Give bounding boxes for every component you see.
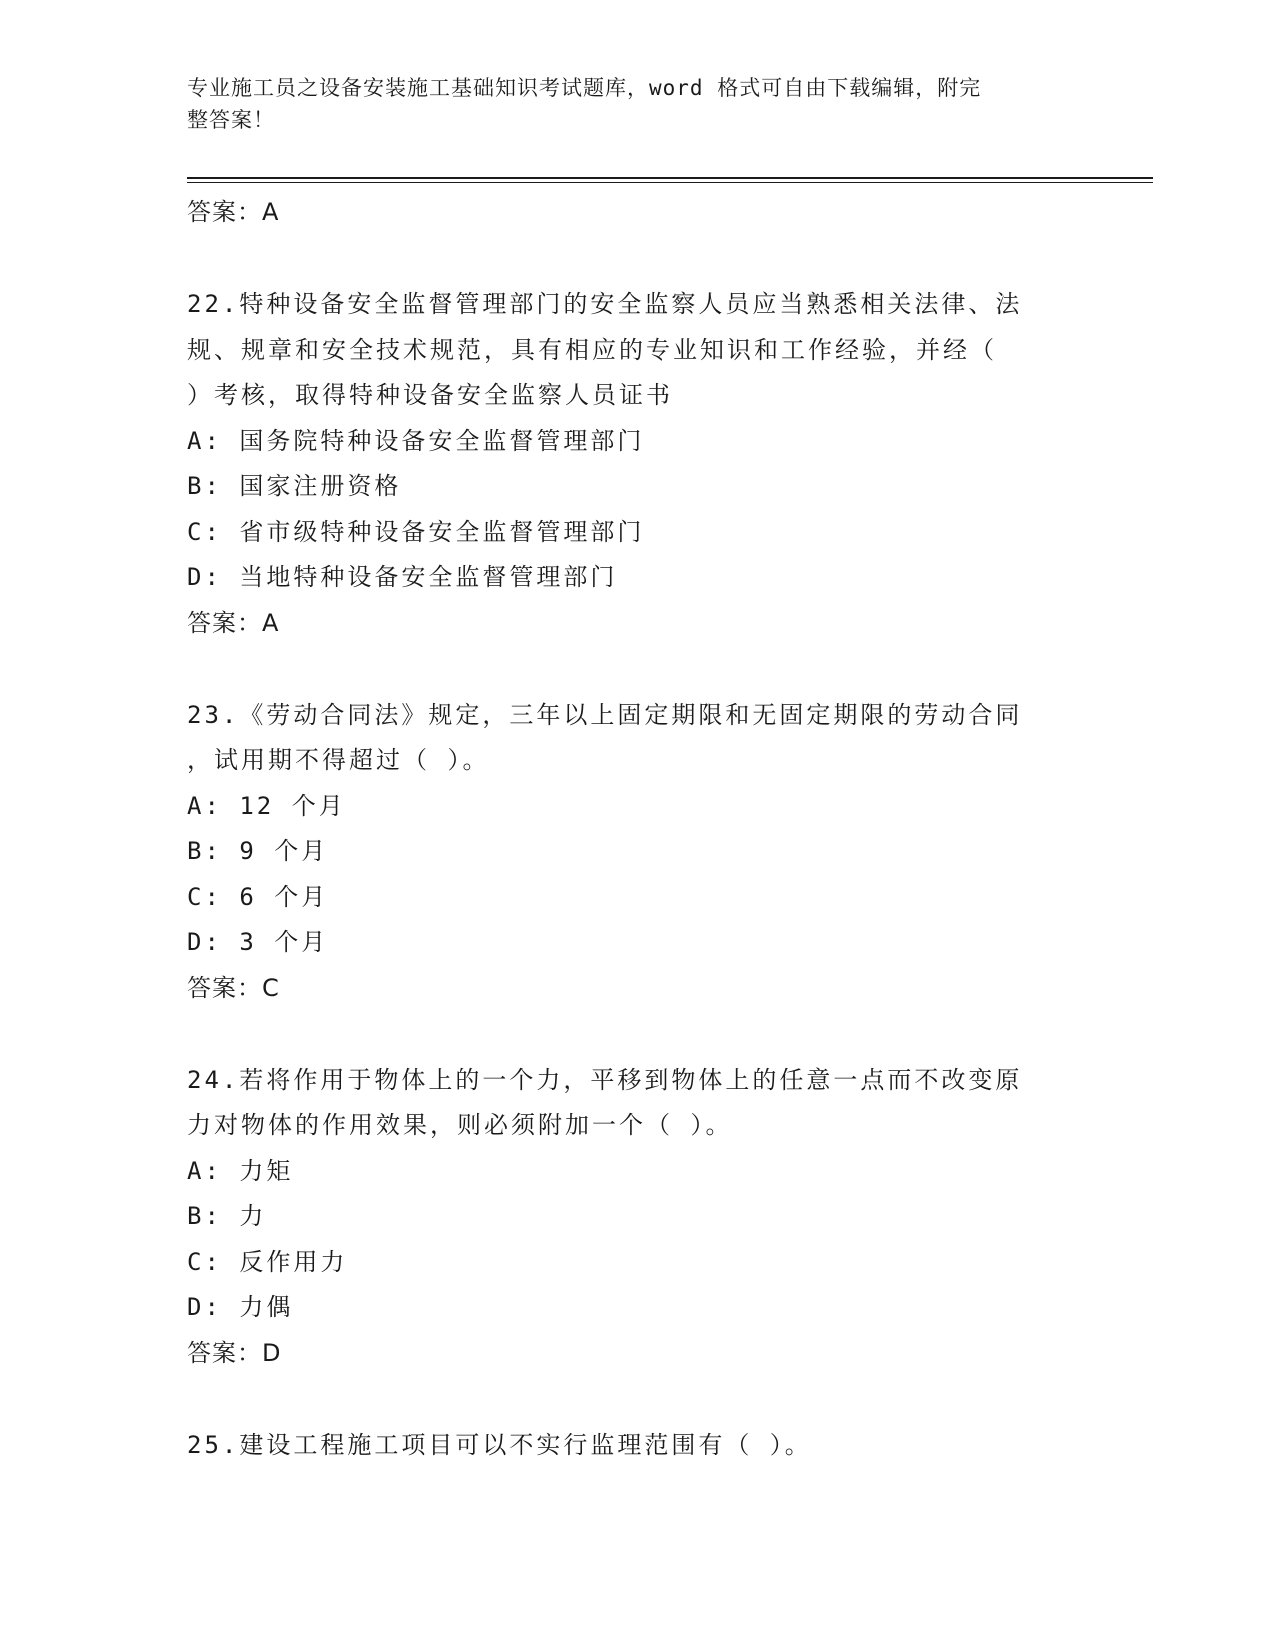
question-24-option-c: C: 反作用力 (187, 1247, 348, 1276)
spacer (187, 234, 1087, 282)
question-24-answer: 答案：D (187, 1338, 282, 1367)
question-22-option-c: C: 省市级特种设备安全监督管理部门 (187, 517, 645, 546)
question-24-text (187, 1058, 1087, 1149)
question-24 (187, 1058, 1087, 1375)
header-line-2: 整答案！ (187, 108, 275, 132)
question-24-option-a: A: 力矩 (187, 1156, 294, 1185)
question-24-option-d: D: 力偶 (187, 1293, 294, 1321)
document-header (187, 72, 1087, 136)
question-23-line-2: ，试用期不得超过（ ）。 (187, 746, 490, 774)
question-24-line-2: 力对物体的作用效果，则必须附加一个（ ）。 (187, 1111, 733, 1139)
question-25 (187, 1423, 1087, 1469)
question-23-option-d: D: 3 个月 (187, 928, 329, 956)
question-22-text (187, 282, 1087, 419)
question-25-text (187, 1423, 1087, 1469)
spacer (187, 1375, 1087, 1423)
question-22-line-2: 规、规章和安全技术规范，具有相应的专业知识和工作经验，并经（ (187, 335, 997, 364)
question-25-line-1: 25.建设工程施工项目可以不实行监理范围有（ ）。 (187, 1430, 812, 1459)
question-24-option-b: B: 力 (187, 1202, 267, 1230)
question-22 (187, 282, 1087, 645)
question-23-option-a: A: 12 个月 (187, 791, 346, 820)
answer-21: 答案：A (187, 198, 280, 226)
question-23-option-c: C: 6 个月 (187, 882, 329, 911)
document-body (187, 190, 1087, 1468)
question-22-answer: 答案：A (187, 608, 280, 637)
question-23-line-1: 23.《劳动合同法》规定，三年以上固定期限和无固定期限的劳动合同 (187, 700, 1023, 729)
question-23-text (187, 693, 1087, 784)
question-23-answer: 答案：C (187, 973, 280, 1002)
question-22-option-b: B: 国家注册资格 (187, 472, 402, 500)
question-23-option-b: B: 9 个月 (187, 837, 329, 865)
question-22-line-1: 22.特种设备安全监督管理部门的安全监察人员应当熟悉相关法律、法 (187, 290, 1023, 318)
spacer (187, 1010, 1087, 1058)
question-22-option-a: A: 国务院特种设备安全监督管理部门 (187, 426, 645, 455)
header-rule-thick (187, 177, 1153, 179)
question-22-option-d: D: 当地特种设备安全监督管理部门 (187, 563, 618, 591)
question-23 (187, 693, 1087, 1010)
header-rule-thin (187, 182, 1153, 183)
spacer (187, 645, 1087, 693)
question-24-line-1: 24.若将作用于物体上的一个力，平移到物体上的任意一点而不改变原 (187, 1065, 1023, 1094)
header-line-1: 专业施工员之设备安装施工基础知识考试题库，word 格式可自由下载编辑，附完 (187, 76, 982, 100)
question-22-line-3: ）考核，取得特种设备安全监察人员证书 (187, 381, 673, 409)
